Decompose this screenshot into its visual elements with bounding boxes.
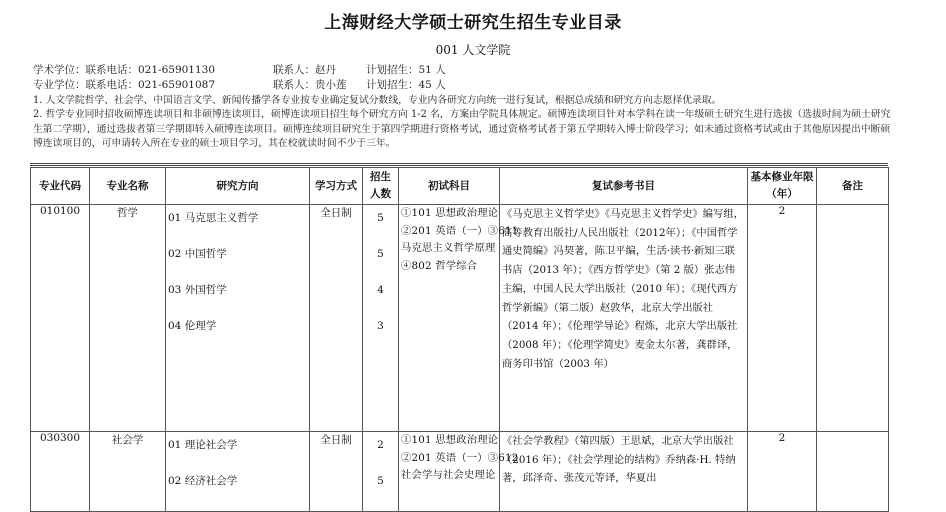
program-code: 010100 bbox=[31, 205, 90, 432]
header-name: 专业名称 bbox=[90, 168, 166, 205]
exam-line: ②201 英语（一）③612 bbox=[401, 451, 519, 464]
header-exam: 初试科目 bbox=[399, 168, 500, 205]
contact-person: 联系人：贵小莲 bbox=[273, 79, 347, 91]
direction-item: 02 经济社会学 bbox=[168, 475, 238, 487]
quota-value: 5 bbox=[377, 248, 384, 260]
quota-value: 4 bbox=[377, 284, 384, 296]
contact-plan: 计划招生：51 人 bbox=[366, 64, 446, 76]
direction-item: 02 中国哲学 bbox=[168, 248, 227, 260]
table-header-row bbox=[31, 168, 889, 205]
school-heading: 001 人文学院 bbox=[435, 43, 511, 57]
exam-line: ①101 思想政治理论 bbox=[401, 434, 499, 446]
contact-person: 联系人：赵丹 bbox=[273, 64, 336, 76]
contact-phone: 学术学位：联系电话：021-65901130 bbox=[33, 64, 216, 76]
contact-phone: 专业学位：联系电话：021-65901087 bbox=[33, 79, 216, 91]
direction-item: 01 马克思主义哲学 bbox=[168, 212, 259, 224]
direction-item: 01 理论社会学 bbox=[168, 439, 238, 451]
header-refs: 复试参考书目 bbox=[500, 168, 748, 205]
program-name: 社会学 bbox=[90, 432, 166, 512]
study-years: 2 bbox=[748, 205, 817, 432]
document-title: 上海财经大学硕士研究生招生专业目录 bbox=[324, 13, 622, 33]
header-quota: 招生人数 bbox=[363, 168, 399, 205]
quota-value: 5 bbox=[377, 475, 384, 487]
exam-line: 马克思主义哲学原理 bbox=[401, 242, 496, 254]
contact-plan: 计划招生：45 人 bbox=[366, 79, 446, 91]
quota-list bbox=[363, 205, 399, 432]
remark-cell bbox=[817, 205, 889, 432]
reference-books: 《马克思主义哲学史》《马克思主义哲学史》编写组，高等教育出版社/人民出版社（2012年）；《中国哲学通史简编》冯契著，陈卫平编，生活·读书·新知三联书店（2013 年）；《西方哲学史》（第 2 版）张志伟主编，中国人民大学出版社（2010 年）；《现代西方哲学新编》（第二版）赵敦华，北京大学出版社（2014 年）；《伦理学导论》程炼，北京大学出版社（2008 年）；《伦理学简史》麦金太尔著，龚群译，商务印书馆（2003 年） bbox=[500, 205, 748, 432]
divider-top bbox=[30, 163, 888, 164]
reference-books: 《社会学教程》（第四版）王思斌，北京大学出版社（2016 年）；《社会学理论的结构》乔纳森·H. 特纳著，邱泽奇、张茂元等译，华夏出 bbox=[500, 432, 748, 512]
direction-list bbox=[166, 205, 310, 432]
quota-value: 3 bbox=[377, 320, 384, 332]
program-code: 030300 bbox=[31, 432, 90, 512]
header-remark: 备注 bbox=[817, 168, 889, 205]
program-name: 哲学 bbox=[90, 205, 166, 432]
direction-list bbox=[166, 432, 310, 512]
exam-line: ④802 哲学综合 bbox=[401, 259, 478, 272]
header-years: 基本修业年限（年） bbox=[748, 168, 817, 205]
contact-line-academic bbox=[33, 62, 446, 77]
quota-list bbox=[363, 432, 399, 512]
admission-notes bbox=[33, 94, 893, 151]
program-table bbox=[30, 167, 889, 512]
quota-value: 2 bbox=[377, 439, 384, 451]
study-mode: 全日制 bbox=[310, 205, 363, 432]
header-code: 专业代码 bbox=[31, 168, 90, 205]
note-paragraph: 1. 人文学院哲学、社会学、中国语言文学、新闻传播学各专业按专业确定复试分数线，专业内各研究方向统一进行复试，根据总成绩和研究方向志愿择优录取。 bbox=[33, 95, 722, 106]
header-mode: 学习方式 bbox=[310, 168, 363, 205]
note-paragraph: 2. 哲学专业同时招收硕博连读项目和非硕博连读项目，硕博连读项目招生每个研究方向 1-2 名，方案由学院具体规定。硕博连读项目针对本学科在读一年级硕士研究生进行选拔（选拔时间为硕士研究生第二学期），通过选拔者第三学期即转入硕博连读项目。硕博连续项目研究生于第四学期进行资格考试，通过资格考试者于第五学期转入博士阶段学习；如未通过资格考试或由于其他原因提出中断硕博连读项目的，可申请转入所在专业的硕士项目学习，其在校就读时间不少于三年。 bbox=[33, 109, 891, 149]
exam-line: 社会学与社会史理论 bbox=[401, 469, 496, 481]
table-row bbox=[31, 432, 889, 512]
exam-line: ②201 英语（一）③611 bbox=[401, 224, 519, 237]
divider-bottom bbox=[30, 165, 888, 166]
table-row bbox=[31, 205, 889, 432]
exam-line: ①101 思想政治理论 bbox=[401, 207, 499, 219]
direction-item: 04 伦理学 bbox=[168, 320, 217, 332]
quota-value: 5 bbox=[377, 212, 384, 224]
exam-subjects bbox=[399, 432, 519, 512]
header-direction: 研究方向 bbox=[166, 168, 310, 205]
contact-line-professional bbox=[33, 77, 446, 92]
direction-item: 03 外国哲学 bbox=[168, 284, 227, 296]
remark-cell bbox=[817, 432, 889, 512]
exam-subjects bbox=[399, 205, 519, 432]
study-mode: 全日制 bbox=[310, 432, 363, 512]
study-years: 2 bbox=[748, 432, 817, 512]
